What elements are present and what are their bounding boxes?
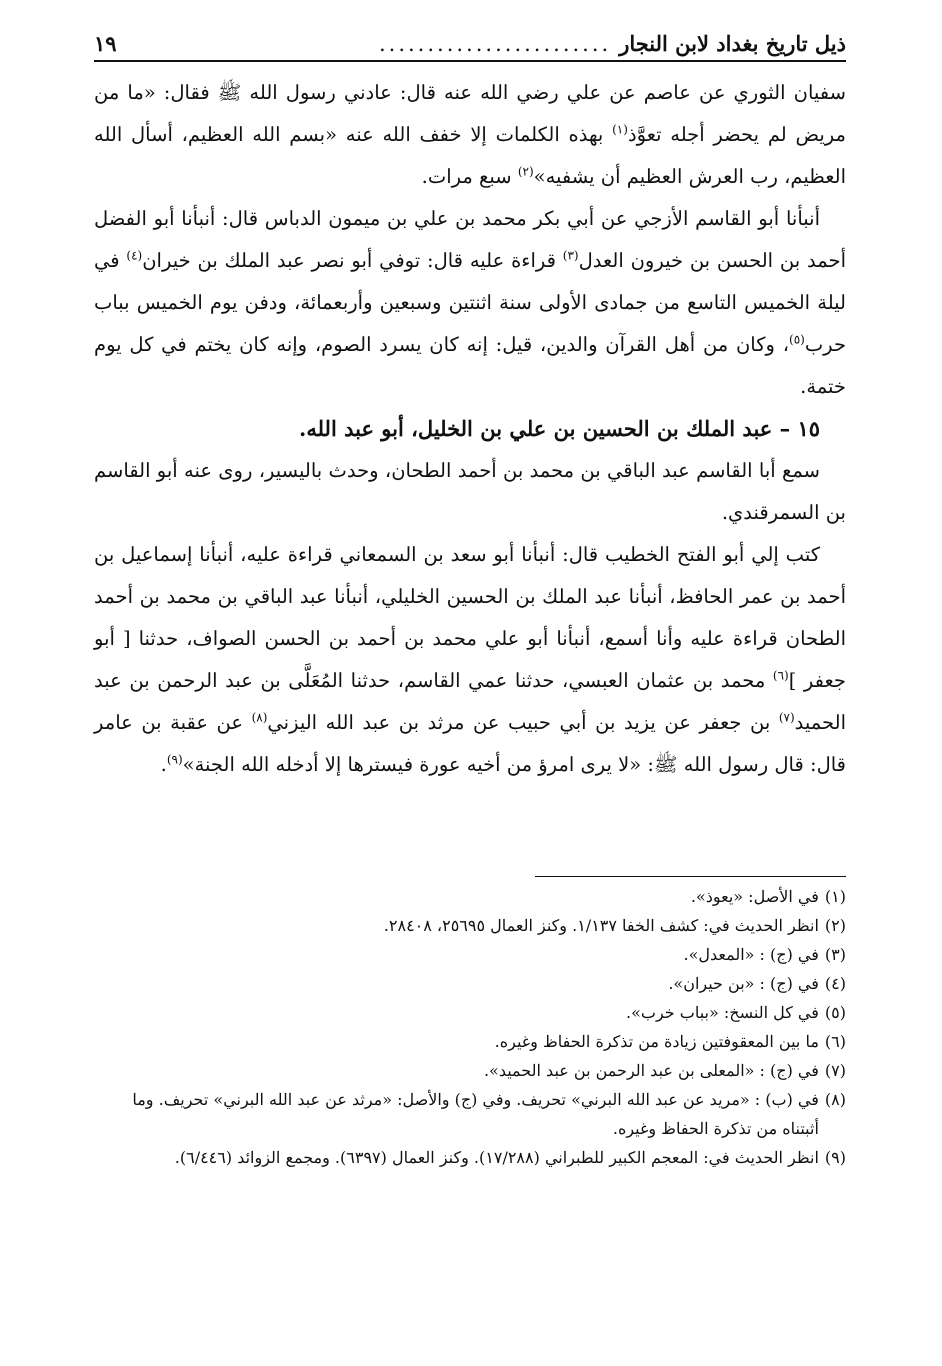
running-header	[94, 26, 846, 62]
footnote-ref-3: (٣)	[562, 248, 579, 263]
footnotes	[94, 882, 846, 1172]
footnote-ref-6: (٦)	[772, 668, 789, 683]
footnote-divider	[535, 876, 846, 877]
footnote-item: (٣) في (ج) : «المعدل».	[683, 945, 846, 964]
footnote-item: (٤) في (ج) : «بن حيران».	[668, 974, 846, 993]
book-title: ذيل تاريخ بغداد لابن النجار	[619, 31, 846, 56]
footnote-ref-1: (١)	[612, 122, 628, 137]
footnote-item: (٨) في (ب) : «مريد عن عبد الله البرني» تحريف. وفي (ج) والأصل: «مرثد عن عبد الله البرني» تحريف. وما أثبتناه من تذكرة الحفاظ وغيره.	[132, 1090, 846, 1138]
footnote-item: (٢) انظر الحديث في: كشف الخفا ١/١٣٧. وكنز العمال ٢٥٦٩٥، ٢٨٤٠٨.	[383, 916, 846, 935]
footnote-ref-2: (٢)	[517, 164, 534, 179]
footnote-item: (٧) في (ج) : «المعلى بن عبد الرحمن بن عبد الحميد».	[483, 1061, 846, 1080]
footnote-ref-8: (٨)	[251, 710, 268, 725]
main-text	[94, 72, 846, 786]
footnote-item: (١) في الأصل: «يعوذ».	[690, 887, 846, 906]
footnote-item: (٩) انظر الحديث في: المعجم الكبير للطبراني (١٧/٢٨٨). وكنز العمال (٦٣٩٧). ومجمع الزوائد (٦/٤٤٦).	[174, 1148, 846, 1167]
header-leader-dots: ........................	[378, 32, 612, 56]
footnote-ref-4: (٤)	[126, 248, 143, 263]
footnote-item: (٦) ما بين المعقوفتين زيادة من تذكرة الحفاظ وغيره.	[494, 1032, 846, 1051]
paragraph-4: كتب إلي أبو الفتح الخطيب قال: أنبأنا أبو سعد بن السمعاني قراءة عليه، أنبأنا إسماعيل بن أحمد بن عمر الحافظ، أنبأنا عبد الملك بن الحسين الخليلي، أنبأنا عبد الباقي بن محمد بن أحمد الطحان قراءة عليه وأنا أسمع، أنبأنا أبو علي محمد بن أحمد بن الحسن الصواف، حدثنا [ أبو جعفر ]$^{(٦)}$ محمد بن عثمان العبسي، حدثنا عمي القاسم، حدثنا المُعَلَّى بن عبد الرحمن بن عبد الحميد$^{(٧)}$ بن جعفر عن يزيد بن أبي حبيب عن مرثد بن عبد الله اليزني$^{(٨)}$ عن عقبة بن عامر قال: قال رسول الله ﷺ: «لا يرى امرؤ من أخيه عورة فيسترها إلا أدخله الله الجنة»$^{(٩)}$.	[94, 543, 846, 776]
entry-heading: ١٥ – عبد الملك بن الحسين بن علي بن الخليل، أبو عبد الله.	[299, 416, 820, 441]
paragraph-3: سمع أبا القاسم عبد الباقي بن محمد بن أحمد الطحان، وحدث باليسير، روى عنه أبو القاسم بن السمرقندي.	[94, 459, 846, 524]
footnote-ref-5: (٥)	[789, 332, 805, 347]
footnote-ref-7: (٧)	[778, 710, 795, 725]
paragraph-1: سفيان الثوري عن عاصم عن علي رضي الله عنه قال: عادني رسول الله ﷺ فقال: «ما من مريض لم يحضر أجله تعوَّذ$^{(١)}$ بهذه الكلمات إلا خفف الله عنه «بسم الله العظيم، أسأل الله العظيم، رب العرش العظيم أن يشفيه»$^{(٢)}$ سبع مرات.	[94, 81, 846, 188]
footnote-ref-9: (٩)	[166, 752, 183, 767]
page-number: ١٩	[94, 31, 117, 56]
footnote-item: (٥) في كل النسخ: «بباب خرب».	[626, 1003, 846, 1022]
paragraph-2: أنبأنا أبو القاسم الأزجي عن أبي بكر محمد بن علي بن ميمون الدباس قال: أنبأنا أبو الفضل أحمد بن الحسن بن خيرون العدل$^{(٣)}$ قراءة عليه قال: توفي أبو نصر عبد الملك بن خيران$^{(٤)}$ في ليلة الخميس التاسع من جمادى الأولى سنة اثنتين وسبعين وأربعمائة، ودفن يوم الخميس بباب حرب$^{(٥)}$، وكان من أهل القرآن والدين، قيل: إنه كان يسرد الصوم، وإنه كان يختم في كل يوم ختمة.	[94, 207, 846, 398]
